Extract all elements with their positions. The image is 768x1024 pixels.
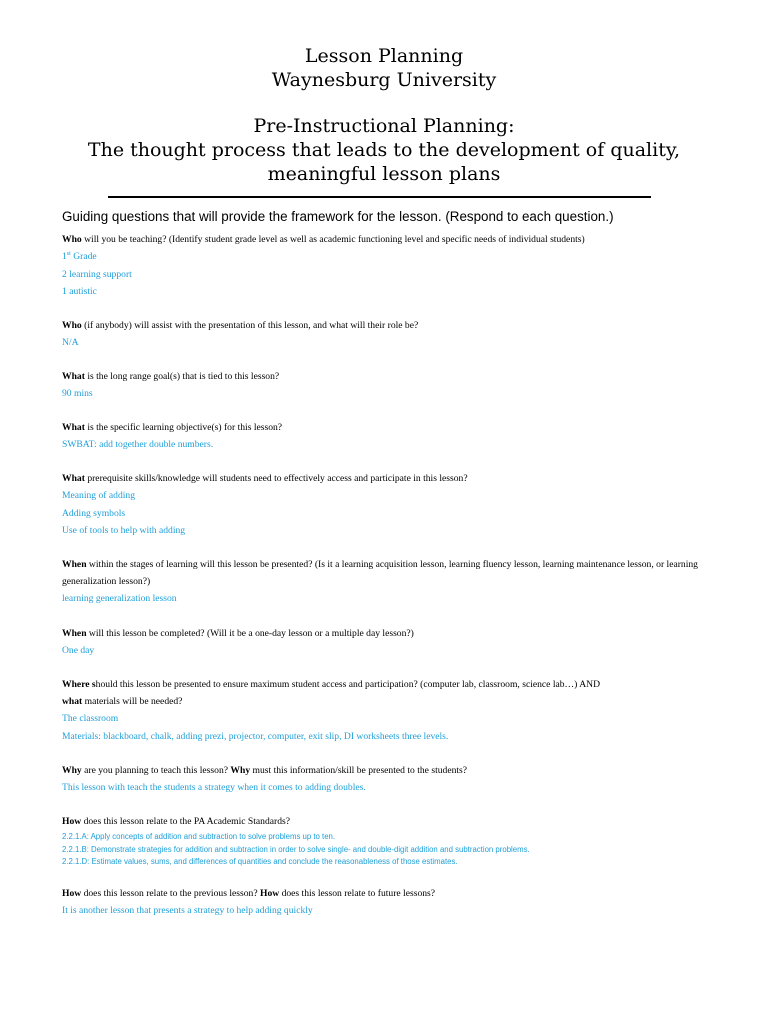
question-text: What is the specific learning objective(s) for this lesson? (62, 422, 283, 433)
question-text: Who (if anybody) will assist with the presentation of this lesson, and what will their role be? (62, 320, 419, 331)
intro-text: Guiding questions that will provide the framework for the lesson. (Respond to each question.) (62, 209, 614, 224)
question-why-teach (62, 762, 742, 797)
standard-line: 2.2.1.D: Estimate values, sums, and differences of quantities and conclude the reasonableness of those estimates. (62, 857, 458, 866)
question-what-prerequisite (62, 470, 742, 540)
standard-line: 2.2.1.B: Demonstrate strategies for addition and subtraction in order to solve single- and double-digit addition and subtraction problems. (62, 844, 530, 854)
question-when-stage (62, 556, 742, 608)
question-how-relate (62, 885, 742, 920)
title-lesson-planning: Lesson Planning (304, 45, 464, 67)
question-what-goal (62, 368, 742, 403)
answer-line: SWBAT: add together double numbers. (62, 439, 214, 450)
standard-line: 2.2.1.A: Apply concepts of addition and subtraction to solve problems up to ten. (62, 832, 336, 841)
answer-line: The classroom (62, 713, 119, 724)
answer-line: Use of tools to help with adding (62, 525, 186, 536)
question-text: When will this lesson be completed? (Will it be a one-day lesson or a multiple day lesson?) (62, 628, 414, 639)
subtitle-line-3: meaningful lesson plans (267, 163, 501, 185)
question-when-completed (62, 625, 742, 660)
answer-line: This lesson with teach the students a strategy when it comes to adding doubles. (62, 782, 366, 793)
question-text: How does this lesson relate to the previous lesson? How does this lesson relate to future lessons? (62, 888, 436, 899)
answer-line: 2 learning support (62, 268, 132, 280)
question-text: When within the stages of learning will this lesson be presented? (Is it a learning acquisition lesson, learning fluency lesson, learning maintenance lesson, or learning generalization lesson?) (62, 559, 698, 587)
answer-line: N/A (62, 337, 79, 348)
question-text: what materials will be needed? (62, 696, 183, 707)
answer-line: Materials: blackboard, chalk, adding prezi, projector, computer, exit slip, DI worksheets three levels. (62, 730, 449, 742)
subtitle-line-2: The thought process that leads to the development of quality, (87, 139, 681, 161)
question-who-teaching (62, 231, 742, 301)
answer-line: Meaning of adding (62, 490, 136, 501)
answer-line: Adding symbols (62, 507, 126, 519)
answer-line: One day (62, 645, 95, 656)
answer-line: 90 mins (62, 388, 93, 399)
question-what-objective (62, 419, 742, 454)
document-subtitle (0, 114, 768, 186)
question-text: Where should this lesson be presented to ensure maximum student access and participation? (computer lab, classroom, science lab…) AND (62, 679, 601, 690)
document-title (0, 44, 768, 92)
question-where-presented (62, 676, 742, 745)
question-text: Why are you planning to teach this lesson? Why must this information/skill be presented to the students? (62, 765, 468, 776)
question-text: What prerequisite skills/knowledge will students need to effectively access and participate in this lesson? (62, 473, 468, 484)
question-text: What is the long range goal(s) that is tied to this lesson? (62, 371, 280, 382)
subtitle-line-1: Pre-Instructional Planning: (253, 115, 515, 137)
question-who-assist (62, 317, 742, 352)
answer-line: 1 autistic (62, 286, 97, 297)
answer-line: It is another lesson that presents a strategy to help adding quickly (62, 905, 313, 916)
answer-line: 1st Grade (62, 250, 97, 262)
question-how-standards (62, 813, 742, 869)
question-text: Who will you be teaching? (Identify student grade level as well as academic functioning level and specific needs of individual students) (62, 234, 585, 245)
title-university: Waynesburg University (271, 69, 497, 91)
horizontal-rule (108, 196, 651, 198)
question-text: How does this lesson relate to the PA Academic Standards? (62, 816, 290, 827)
answer-line: learning generalization lesson (62, 593, 177, 604)
